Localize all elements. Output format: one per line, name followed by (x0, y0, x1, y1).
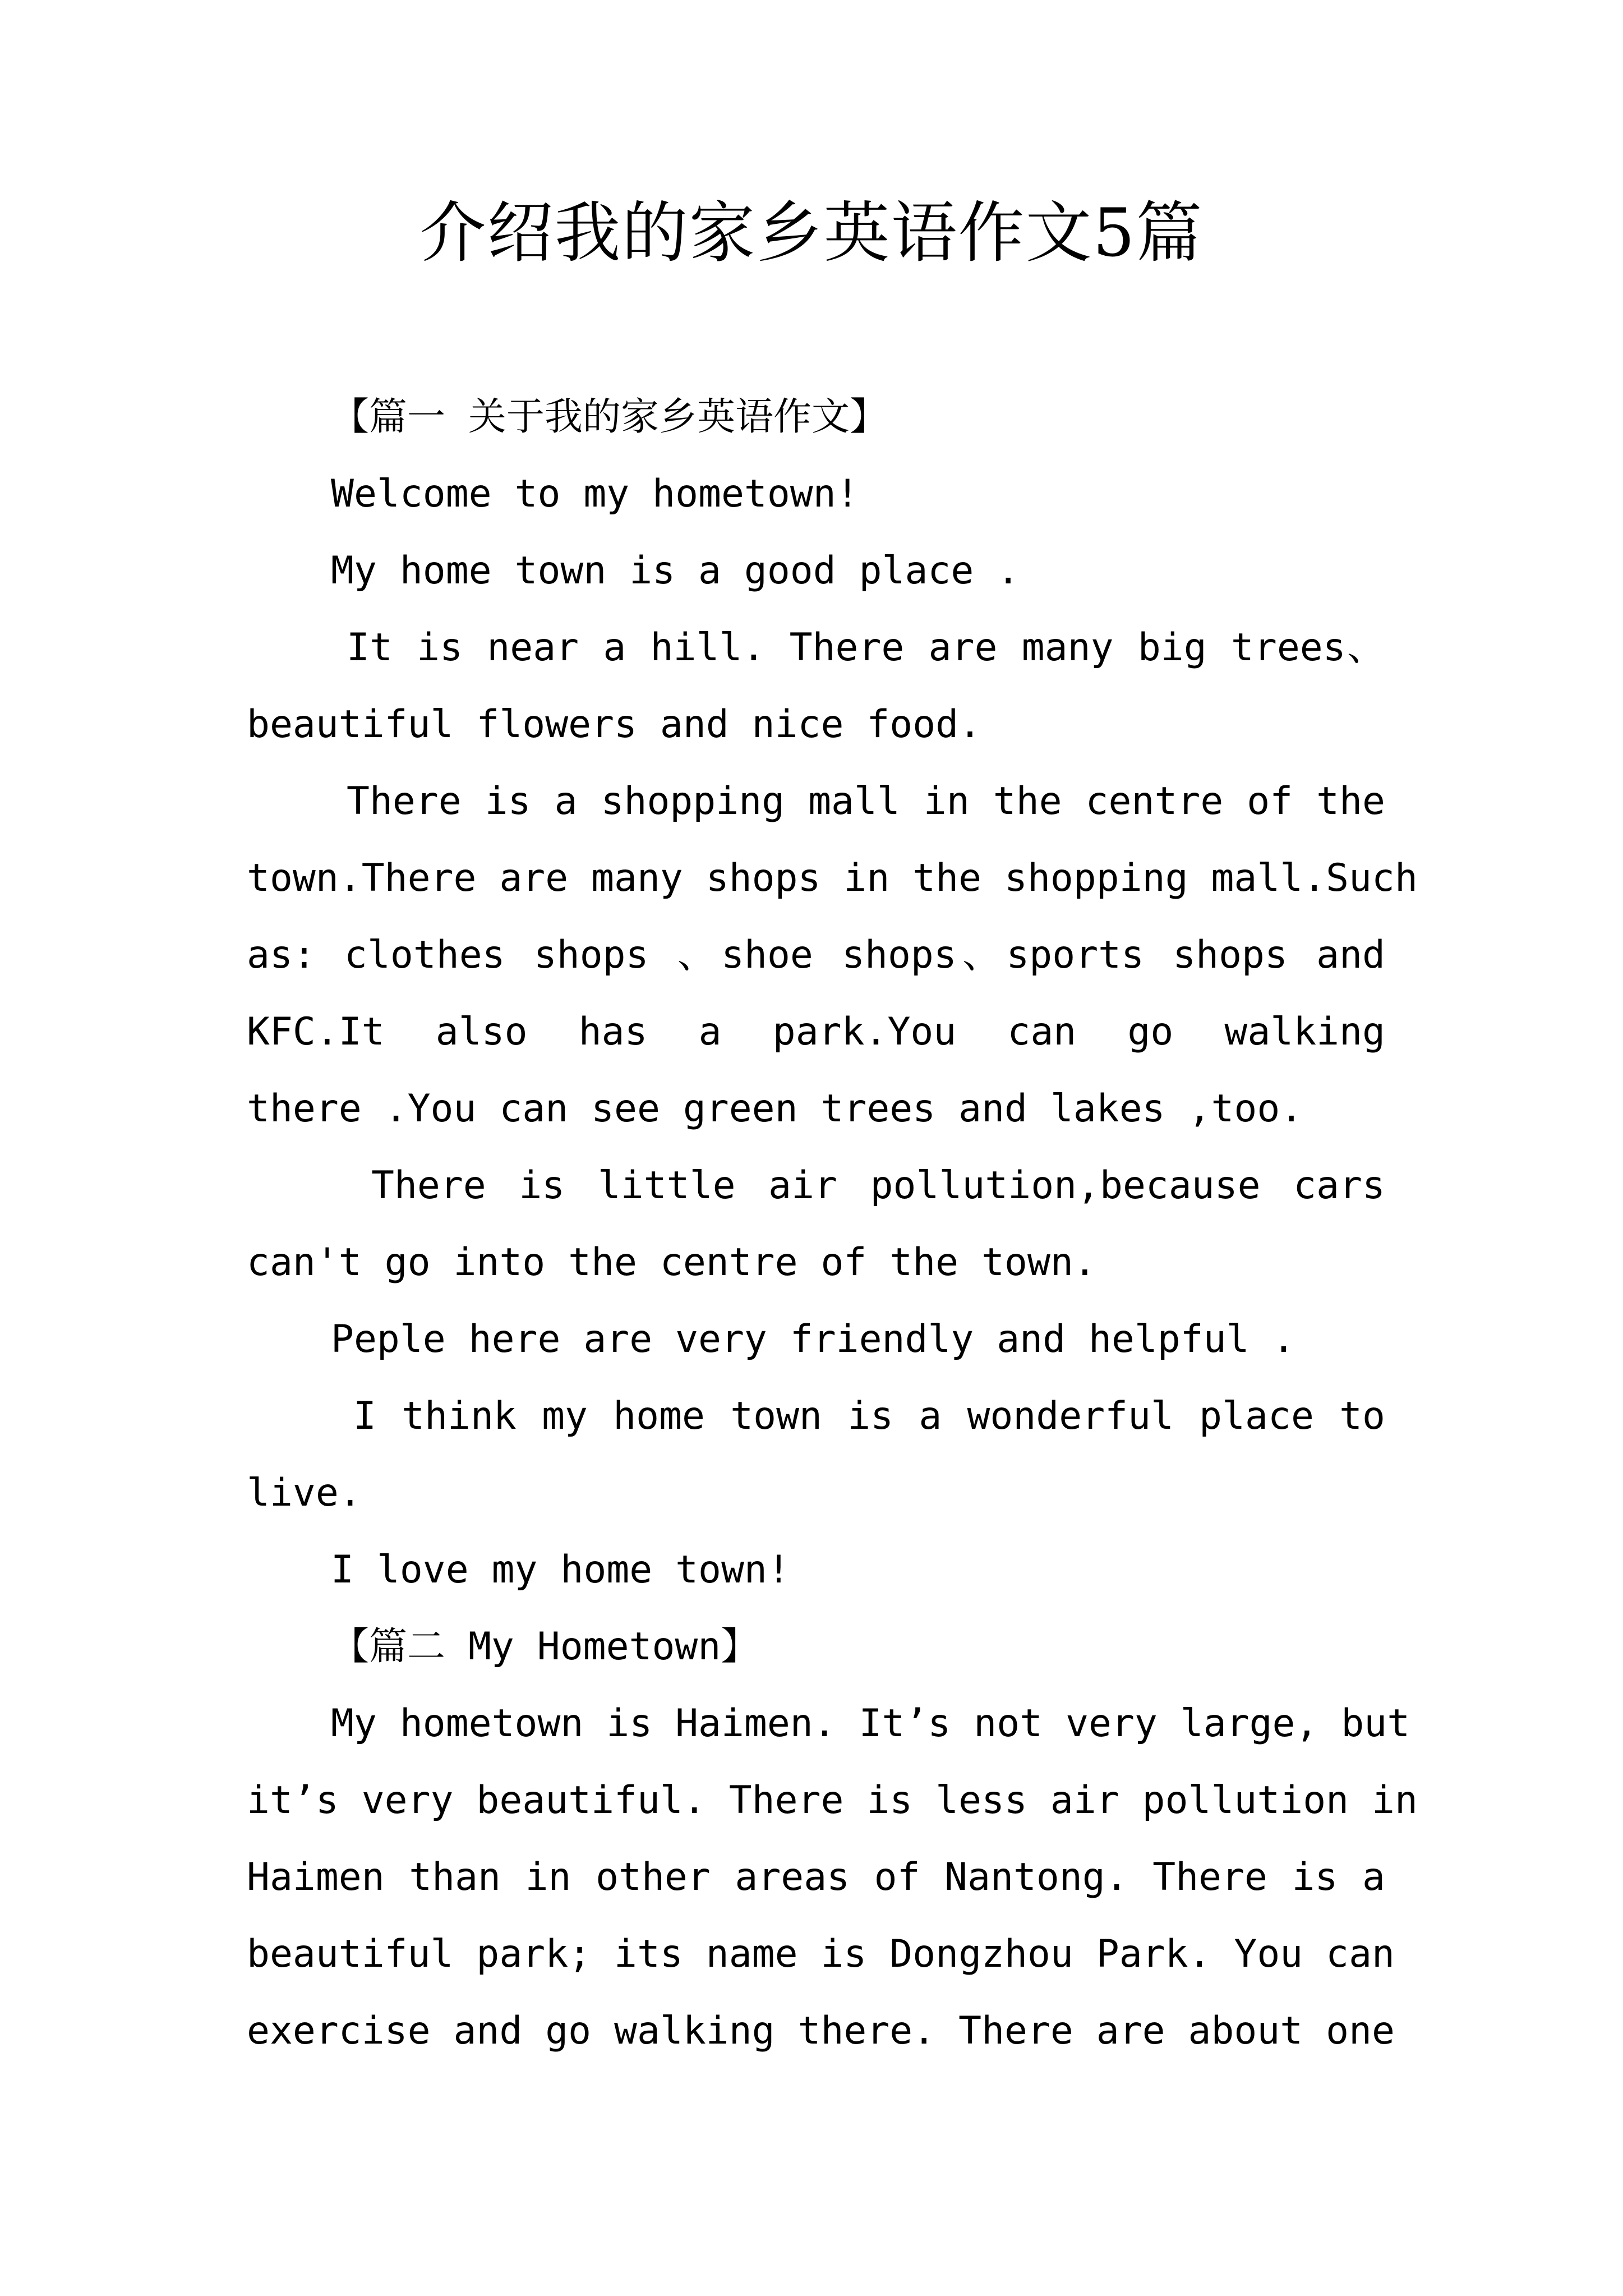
paragraph-line: There is little air pollution,because cars (371, 1163, 1385, 1208)
paragraph-line: exercise and go walking there. There are about one (247, 2009, 1395, 2053)
document-body (247, 379, 1418, 2069)
paragraph-line: I think my home town is a wonderful place to (353, 1394, 1385, 1438)
paragraph-line: beautiful park; its name is Dongzhou Park. You can (247, 1932, 1395, 1976)
paragraph-line: My hometown is Haimen. It’s not very large, but (331, 1701, 1410, 1746)
paragraph-line: live. (247, 1471, 362, 1515)
paragraph-line: it’s very beautiful. There is less air pollution in (247, 1778, 1418, 1823)
paragraph-line: Peple here are very friendly and helpful . (331, 1317, 1295, 1361)
paragraph-line: Haimen than in other areas of Nantong. There is a (247, 1855, 1385, 1899)
paragraph-line: There is a shopping mall in the centre of the (347, 779, 1385, 823)
paragraph-line: beautiful flowers and nice food. (247, 702, 982, 747)
paragraph-line: as: clothes shops 、shoe shops、sports shops and (247, 933, 1385, 977)
paragraph-line: I love my home town! (331, 1548, 790, 1592)
paragraph-line: can't go into the centre of the town. (247, 1240, 1096, 1285)
paragraph-line: My home town is a good place . (331, 549, 1020, 593)
paragraph-line: Welcome to my hometown! (331, 472, 859, 516)
section-heading-1: 【篇一 关于我的家乡英语作文】 (331, 395, 888, 439)
paragraph-line: town.There are many shops in the shopping mall.Such (247, 856, 1418, 900)
document-title: 介绍我的家乡英语作文5篇 (419, 194, 1204, 272)
paragraph-line: KFC.It also has a park.You can go walking (247, 1010, 1385, 1054)
section-heading-2: 【篇二 My Hometown】 (331, 1625, 759, 1669)
paragraph-line: there .You can see green trees and lakes ,too. (247, 1087, 1303, 1131)
paragraph-line: It is near a hill. There are many big trees、 (347, 625, 1385, 670)
